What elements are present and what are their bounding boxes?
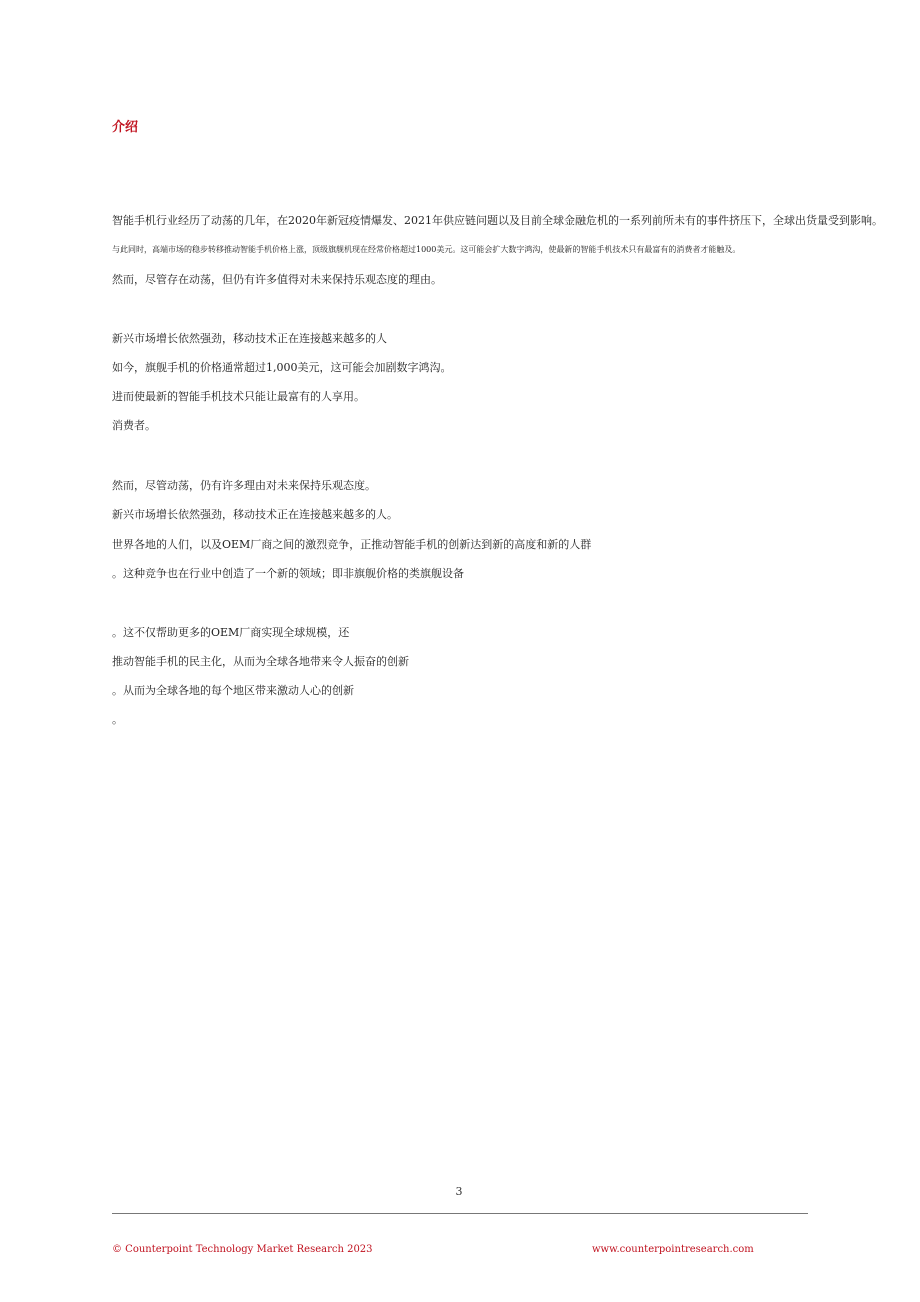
paragraph-line: 然而，尽管存在动荡，但仍有许多值得对未来保持乐观态度的理由。 (112, 273, 442, 286)
paragraph-line: 。这种竞争也在行业中创造了一个新的领域；即非旗舰价格的类旗舰设备 (112, 567, 464, 580)
paragraph-line: 。这不仅帮助更多的OEM厂商实现全球规模，还 (112, 626, 350, 639)
footer-website-link[interactable]: www.counterpointresearch.com (592, 1244, 754, 1255)
paragraph-line: 。从而为全球各地的每个地区带来激动人心的创新 (112, 684, 354, 697)
paragraph-line: 如今，旗舰手机的价格通常超过1,000美元，这可能会加剧数字鸿沟。 (112, 361, 452, 374)
paragraph-line: 。 (112, 713, 123, 726)
section-title: 介绍 (112, 120, 139, 135)
footer-divider (112, 1213, 808, 1214)
paragraph-line: 然而，尽管动荡，仍有许多理由对未来保持乐观态度。 (112, 479, 376, 492)
paragraph-line: 智能手机行业经历了动荡的几年，在2020年新冠疫情爆发、2021年供应链问题以及目前全球金融危机的一系列前所未有的事件挤压下，全球出货量受到影响。 (112, 214, 883, 227)
paragraph-line: 消费者。 (112, 419, 156, 432)
paragraph-line: 与此同时，高端市场的稳步转移推动智能手机价格上涨，顶级旗舰机现在经常价格超过1000美元。这可能会扩大数字鸿沟，使最新的智能手机技术只有最富有的消费者才能触及。 (112, 245, 741, 254)
paragraph-line: 新兴市场增长依然强劲，移动技术正在连接越来越多的人。 (112, 508, 398, 521)
paragraph-line: 新兴市场增长依然强劲，移动技术正在连接越来越多的人 (112, 332, 387, 345)
footer-copyright: © Counterpoint Technology Market Research 2023 (112, 1244, 373, 1255)
paragraph-line: 世界各地的人们，以及OEM厂商之间的激烈竞争，正推动智能手机的创新达到新的高度和新的人群 (112, 538, 592, 551)
page-number: 3 (455, 1185, 463, 1198)
paragraph-line: 进而使最新的智能手机技术只能让最富有的人享用。 (112, 390, 365, 403)
paragraph-line: 推动智能手机的民主化，从而为全球各地带来令人振奋的创新 (112, 655, 409, 668)
